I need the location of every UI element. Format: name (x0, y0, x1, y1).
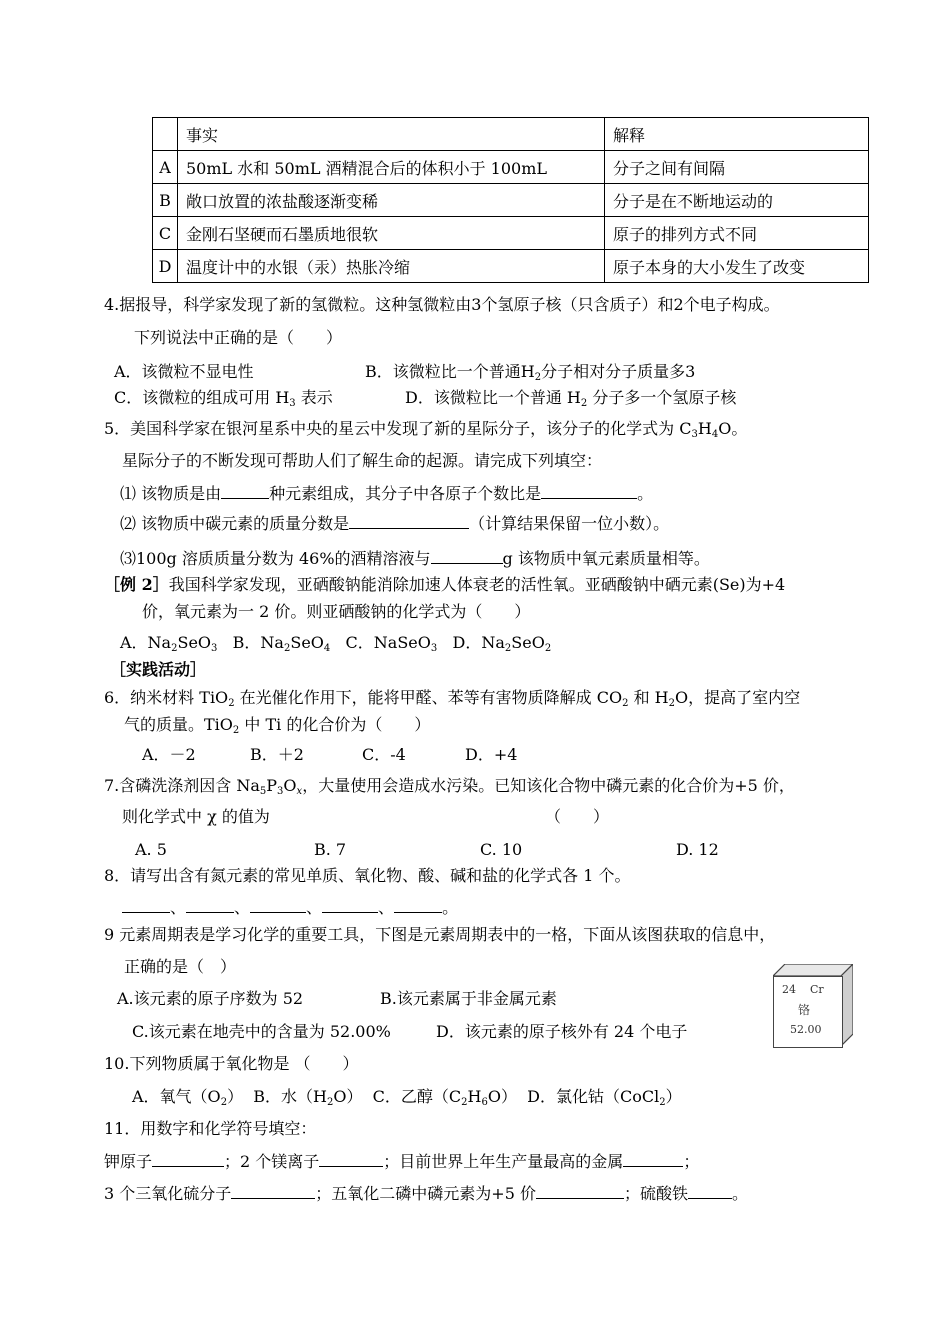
q5-stem-line2: 星际分子的不断发现可帮助人们了解生命的起源。请完成下列填空： (122, 451, 603, 470)
q9-stem-line1: 9 元素周期表是学习化学的重要工具，下图是元素周期表中的一格，下面从该图获取的信息中， (104, 925, 776, 944)
table-cell (153, 118, 178, 151)
q4-option-a: A．该微粒不显电性 (114, 362, 254, 381)
q6-option-b: B．＋2 (250, 745, 304, 764)
answer-blank[interactable] (152, 1150, 224, 1167)
q9-option-b: B.该元素属于非金属元素 (380, 989, 557, 1008)
table-cell: 敞口放置的浓盐酸逐渐变稀 (178, 184, 605, 217)
answer-blank[interactable] (186, 896, 234, 913)
answer-blank[interactable] (541, 482, 637, 499)
q7-option-b: B. 7 (314, 840, 347, 859)
periodic-table-cell (773, 964, 853, 1046)
answer-blank[interactable] (231, 1182, 315, 1199)
answer-blank[interactable] (688, 1182, 732, 1199)
q9-option-c: C.该元素在地壳中的含量为 52.00% (132, 1022, 391, 1041)
q10-options: A．氧气$(O_2)$ B．水$(H_2O)$ C．乙醇$(C_2H_6O)$ D．氯化钴（CoCl$_2$） (132, 1087, 682, 1108)
table-cell: 原子的排列方式不同 (605, 217, 869, 250)
q5-part2: ⑵ 该物质中碳元素的质量分数是 （计算结果保留一位小数）。 (120, 514, 670, 533)
q6-stem-line2: 气的质量。TiO$_2$ 中 Ti 的化合价为（ ） (124, 715, 431, 736)
table-cell: C (153, 217, 178, 250)
table-cell: 温度计中的水银（汞）热胀冷缩 (178, 250, 605, 283)
cell-front-face (773, 976, 843, 1048)
table-cell: 金刚石坚硬而石墨质地很软 (178, 217, 605, 250)
answer-blank[interactable] (322, 896, 378, 913)
table-row (153, 217, 869, 250)
q10-stem: 10.下列物质属于氧化物是 （ ） (104, 1054, 359, 1073)
answer-blank[interactable] (431, 547, 503, 564)
q7-stem-line1: 7.含磷洗涤剂因含 $Na_5P_3O_x$，大量使用会造成水污染。已知该化合物中磷元素的化合价为+5 价， (104, 776, 795, 797)
example2-stem-line2: 价，氧元素为一 2 价。则亚硒酸钠的化学式为（ ） (142, 602, 531, 621)
q8-stem: 8．请写出含有氮元素的常见单质、氧化物、酸、碱和盐的化学式各 1 个。 (104, 866, 631, 885)
q11-stem: 11．用数字和化学符号填空： (104, 1119, 317, 1138)
q4-option-c: C．该微粒的组成可用 $H_3$ 表示 (114, 388, 333, 409)
table-cell: D (153, 250, 178, 283)
table-cell: A (153, 151, 178, 184)
answer-blank[interactable] (221, 482, 269, 499)
q5-part3: ⑶100g 溶质质量分数为 46%的酒精溶液与 g 该物质中氧元素质量相等。 (120, 549, 710, 568)
answer-blank[interactable] (394, 896, 442, 913)
table-header-row (153, 118, 869, 151)
q9-option-d: D．该元素的原子核外有 24 个电子 (436, 1022, 688, 1041)
q5-part1: ⑴ 该物质是由 种元素组成，其分子中各原子个数比是 。 (120, 484, 654, 503)
q7-option-c: C. 10 (480, 840, 523, 859)
table-cell: 分子之间有间隔 (605, 151, 869, 184)
example2-options: A．$Na_2SeO_3$ B．$Na_2SeO_4$ C．NaSeO$_3$ D．$Na_2SeO_2$ (120, 633, 552, 654)
atomic-mass: 52.00 (790, 1023, 822, 1036)
table-row (153, 184, 869, 217)
table-cell: 原子本身的大小发生了改变 (605, 250, 869, 283)
answer-blank[interactable] (349, 512, 469, 529)
q8-answer-line: 、 、 、 、 。 (122, 896, 458, 919)
q7-option-d: D. 12 (676, 840, 719, 859)
facts-table (152, 117, 869, 283)
atomic-number: 24 (782, 983, 796, 996)
example2-stem-line1: ［例 2］我国科学家发现，亚硒酸钠能消除加速人体衰老的活性氧。亚硒酸钠中硒元素(Se)为+4 (104, 575, 786, 594)
answer-blank[interactable] (623, 1150, 683, 1167)
table-header-explanation: 解释 (605, 118, 869, 151)
q11-line1: 钾原子 ；2 个镁离子 ；目前世界上年生产量最高的金属 ； (104, 1152, 700, 1171)
answer-blank[interactable] (250, 896, 306, 913)
q4-stem-line1: 4.据报导，科学家发现了新的氢微粒。这种氢微粒由3个氢原子核（只含质子）和2个电子构成。 (104, 295, 780, 314)
element-name: 铬 (798, 1003, 811, 1017)
answer-blank[interactable] (122, 896, 170, 913)
answer-blank[interactable] (319, 1150, 383, 1167)
table-row (153, 250, 869, 283)
q7-answer-paren: （ ） (545, 807, 610, 826)
table-row (153, 151, 869, 184)
q11-line2: 3 个三氧化硫分子 ；五氧化二磷中磷元素为+5 价 ；硫酸铁 。 (104, 1184, 748, 1203)
q6-option-c: C．-4 (362, 745, 406, 764)
table-cell: 50mL 水和 50mL 酒精混合后的体积小于 100mL (178, 151, 605, 184)
q9-stem-line2: 正确的是（ ） (124, 957, 237, 976)
q4-option-d: D．该微粒比一个普通 $H_2$ 分子多一个氢原子核 (405, 388, 737, 409)
table-cell: 分子是在不断地运动的 (605, 184, 869, 217)
table-header-fact: 事实 (178, 118, 605, 151)
q7-option-a: A. 5 (135, 840, 167, 859)
practice-heading: ［实践活动］ (110, 660, 207, 679)
q6-option-d: D．+4 (465, 745, 518, 764)
q6-option-a: A．－2 (142, 745, 196, 764)
table-cell: B (153, 184, 178, 217)
q5-stem-line1: 5．美国科学家在银河星系中央的星云中发现了新的星际分子，该分子的化学式为 $C_3H_4O$。 (104, 419, 748, 440)
q4-stem-line2: 下列说法中正确的是（ ） (134, 328, 343, 347)
answer-blank[interactable] (536, 1182, 624, 1199)
q4-option-b: B．该微粒比一个普通$H_2$分子相对分子质量多3 (365, 362, 696, 383)
q7-stem-line2: 则化学式中 χ 的值为 (122, 807, 270, 826)
q6-stem-line1: 6．纳米材料 TiO$_2$ 在光催化作用下，能将甲醛、苯等有害物质降解成 $CO_2$ 和 $H_2O$，提高了室内空 (104, 688, 801, 709)
element-symbol: Cr (810, 983, 824, 996)
q9-option-a: A.该元素的原子序数为 52 (117, 989, 304, 1008)
